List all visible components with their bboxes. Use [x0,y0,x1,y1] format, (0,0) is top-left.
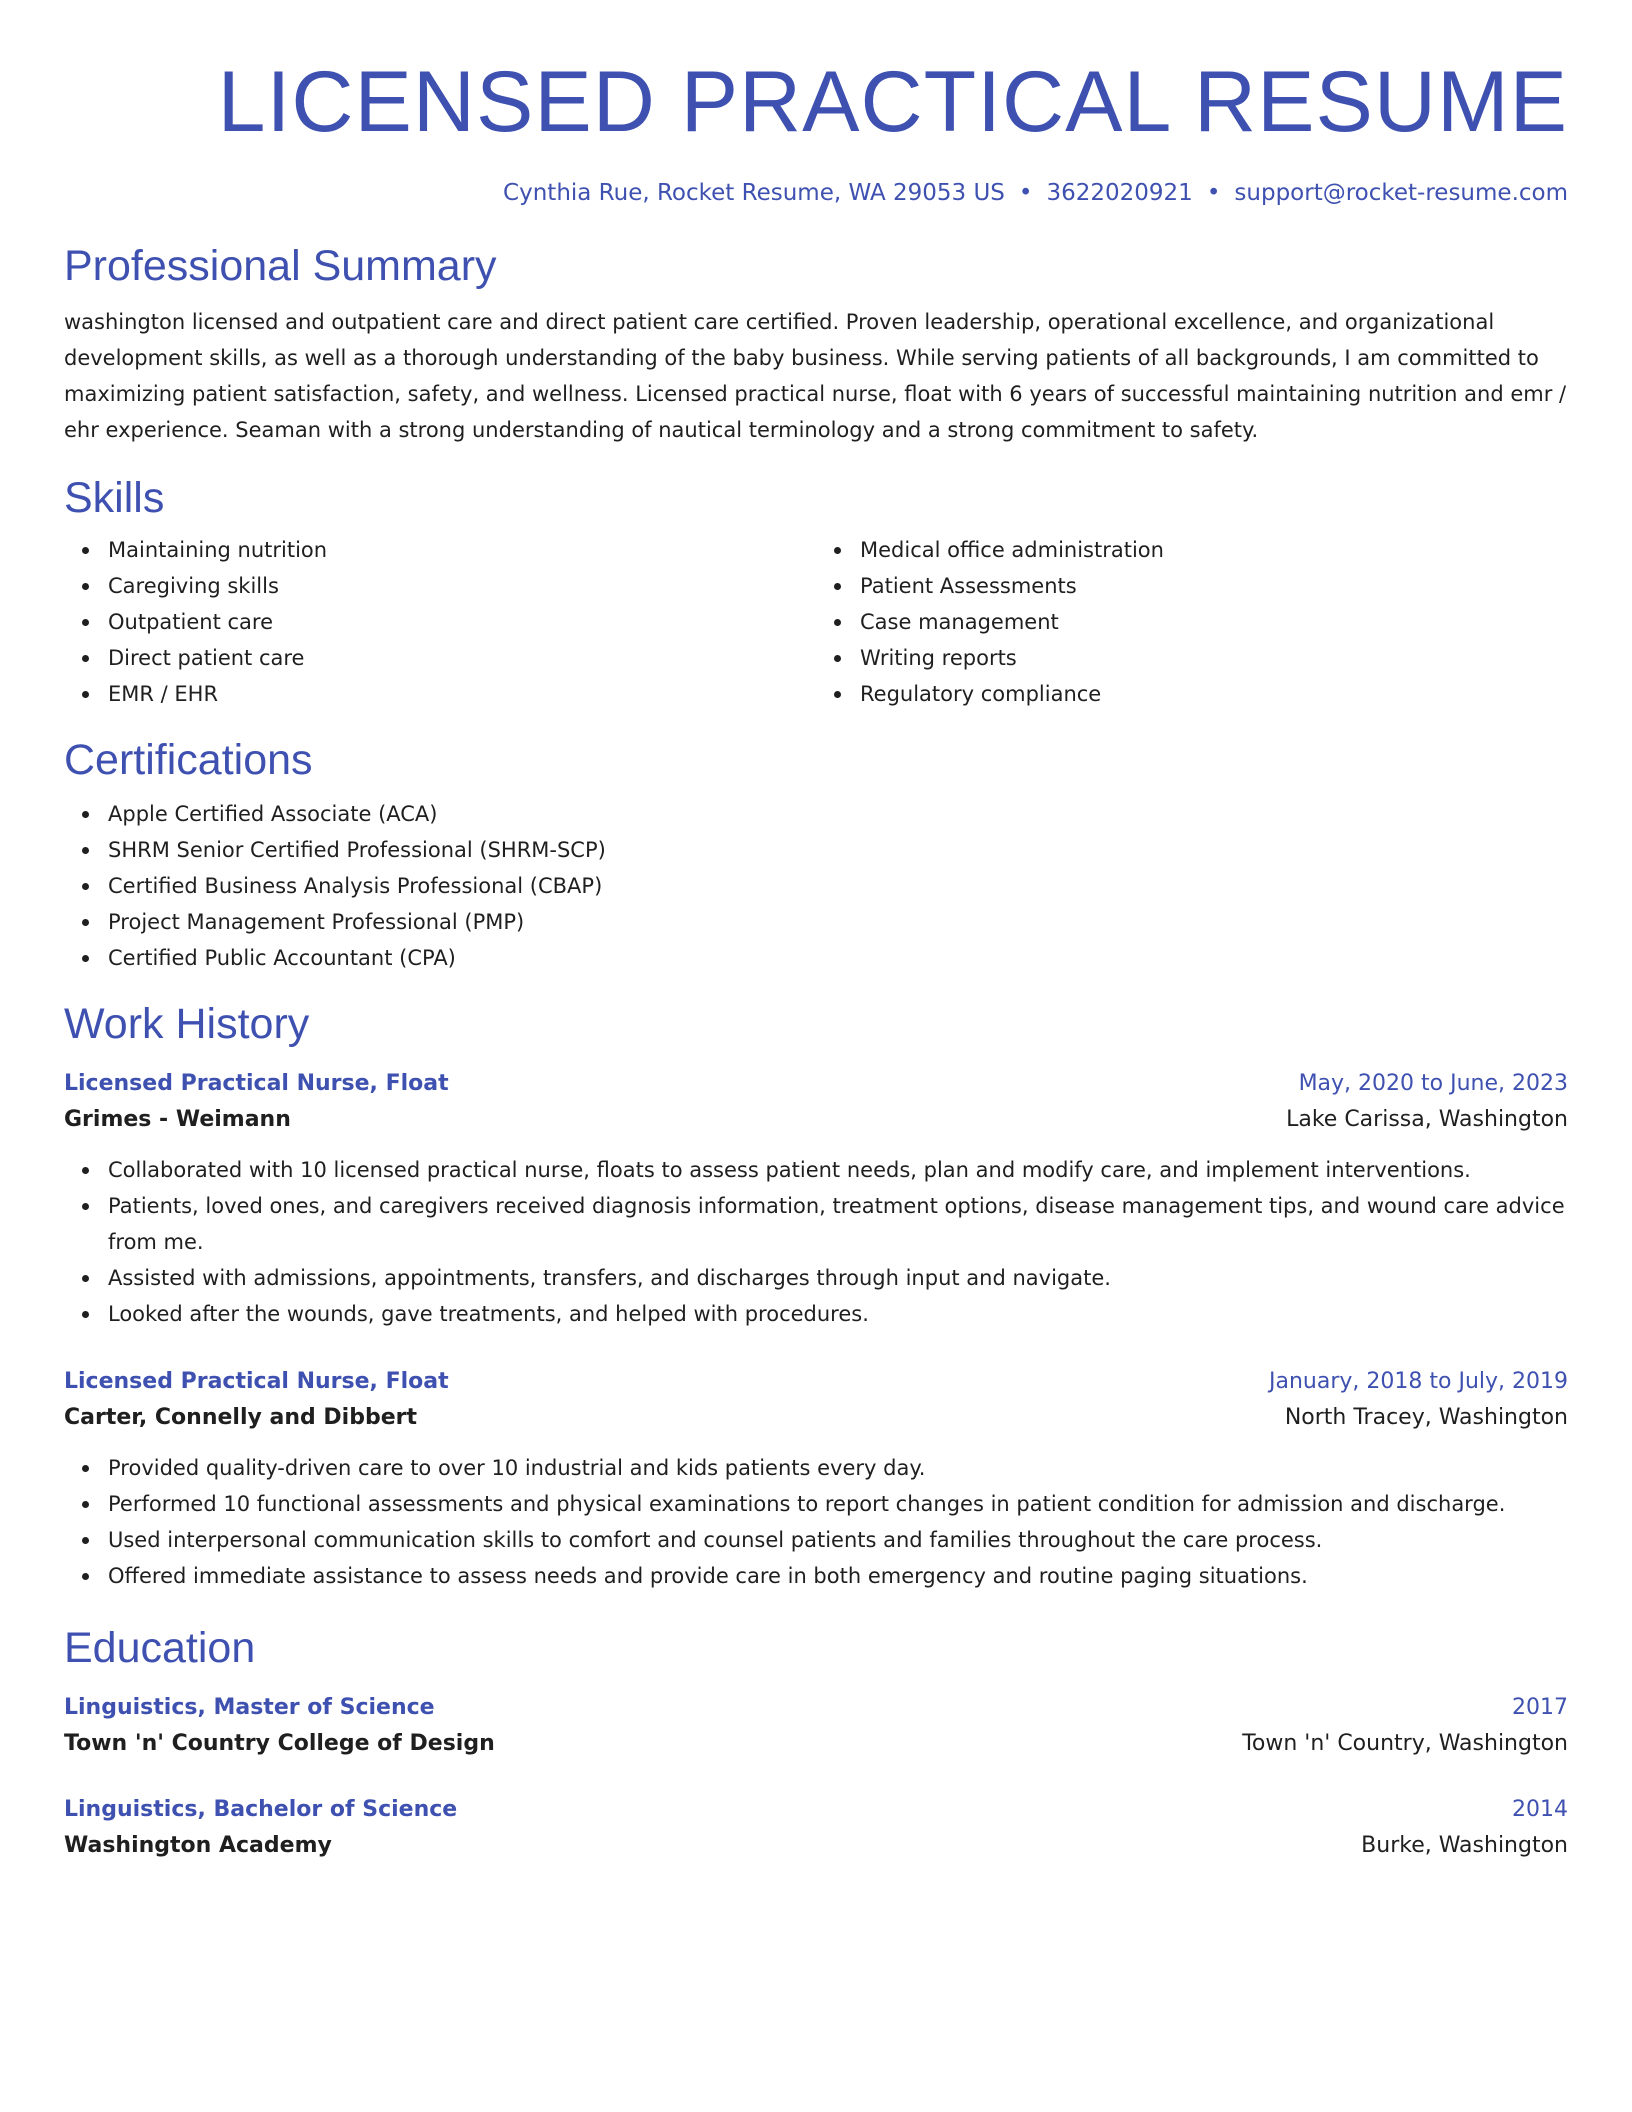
certifications-heading: Certifications [64,736,313,784]
job-duty-item: Assisted with admissions, appointments, transfers, and discharges through input and navigate. [108,1260,1568,1296]
skills-columns [64,532,1568,712]
skills-column-left [64,532,816,712]
job-duty-item: Provided quality-driven care to over 10 industrial and kids patients every day. [108,1450,1568,1486]
job-role: Licensed Practical Nurse, Float [64,1369,449,1394]
contact-separator: • [1018,180,1033,206]
skill-item: Outpatient care [108,604,816,640]
job-duty-item: Offered immediate assistance to assess needs and provide care in both emergency and routine paging situations. [108,1558,1568,1594]
job-duty-item: Patients, loved ones, and caregivers received diagnosis information, treatment options, disease management tips, and wound care advice from me. [108,1188,1568,1260]
resume-header [64,0,1568,208]
job-duty-item: Used interpersonal communication skills to comfort and counsel patients and families throughout the care process. [108,1522,1568,1558]
skill-item: Patient Assessments [860,568,1568,604]
education-entry [64,1690,1568,1762]
job-title-row [64,1364,1568,1400]
education-school-row [64,1726,1568,1762]
certification-item: Certified Public Accountant (CPA) [108,940,1568,976]
skill-item: Regulatory compliance [860,676,1568,712]
education-year: 2017 [1512,1695,1568,1720]
skill-item: Caregiving skills [108,568,816,604]
job-duties-list [64,1450,1568,1594]
certification-item: Certified Business Analysis Professional (CBAP) [108,868,1568,904]
job-duty-item: Collaborated with 10 licensed practical nurse, floats to assess patient needs, plan and modify care, and implement interventions. [108,1152,1568,1188]
education-entry [64,1792,1568,1864]
certifications-list [64,796,1568,976]
skill-item: Medical office administration [860,532,1568,568]
job-company: Grimes - Weimann [64,1107,291,1132]
certification-item: Project Management Professional (PMP) [108,904,1568,940]
job-company: Carter, Connelly and Dibbert [64,1405,417,1430]
skills-section [64,472,1568,712]
contact-phone: 3622020921 [1046,180,1193,206]
job-duty-item: Looked after the wounds, gave treatments, and helped with procedures. [108,1296,1568,1332]
education-location: Burke, Washington [1361,1833,1568,1858]
certifications-section [64,734,1568,976]
education-degree-row [64,1792,1568,1828]
job-company-row [64,1400,1568,1436]
job-duty-item: Performed 10 functional assessments and physical examinations to report changes in patient condition for admission and discharge. [108,1486,1568,1522]
contact-address: Cynthia Rue, Rocket Resume, WA 29053 US [503,180,1005,206]
education-degree: Linguistics, Master of Science [64,1695,435,1720]
work-history-section [64,998,1568,1594]
skill-item: Writing reports [860,640,1568,676]
resume-title: LICENSED PRACTICAL RESUME [217,54,1568,150]
skill-item: Case management [860,604,1568,640]
education-section [64,1622,1568,1864]
skills-list-right [816,532,1568,712]
education-heading: Education [64,1624,256,1672]
skills-column-right [816,532,1568,712]
contact-email: support@rocket-resume.com [1234,180,1568,206]
job-entry [64,1066,1568,1332]
contact-separator: • [1206,180,1221,206]
job-company-row [64,1102,1568,1138]
job-entry [64,1364,1568,1594]
job-location: Lake Carissa, Washington [1286,1107,1568,1132]
education-year: 2014 [1512,1797,1568,1822]
job-location: North Tracey, Washington [1284,1405,1568,1430]
summary-section [64,240,1568,448]
job-dates: January, 2018 to July, 2019 [1269,1369,1568,1394]
skills-list-left [64,532,816,712]
skill-item: Direct patient care [108,640,816,676]
job-dates: May, 2020 to June, 2023 [1298,1071,1568,1096]
job-title-row [64,1066,1568,1102]
education-location: Town 'n' Country, Washington [1242,1731,1568,1756]
certification-item: SHRM Senior Certified Professional (SHRM-SCP) [108,832,1568,868]
certification-item: Apple Certified Associate (ACA) [108,796,1568,832]
skills-heading: Skills [64,474,165,522]
education-school: Washington Academy [64,1833,332,1858]
skill-item: Maintaining nutrition [108,532,816,568]
education-school-row [64,1828,1568,1864]
summary-text: washington licensed and outpatient care and direct patient care certified. Proven leadership, operational excellence, and organizational development skills, as well as a thorough understanding of the baby business. While serving patients of all backgrounds, I am committed to maximizing patient satisfaction, safety, and wellness. Licensed practical nurse, float with 6 years of successful maintaining nutrition and emr / ehr experience. Seaman with a strong understanding of nautical terminology and a strong commitment to safety. [64,310,1567,442]
job-role: Licensed Practical Nurse, Float [64,1071,449,1096]
education-school: Town 'n' Country College of Design [64,1731,495,1756]
education-degree: Linguistics, Bachelor of Science [64,1797,458,1822]
education-degree-row [64,1690,1568,1726]
contact-line [64,178,1568,208]
job-duties-list [64,1152,1568,1332]
summary-heading: Professional Summary [64,242,497,290]
work-history-heading: Work History [64,1000,310,1048]
skill-item: EMR / EHR [108,676,816,712]
